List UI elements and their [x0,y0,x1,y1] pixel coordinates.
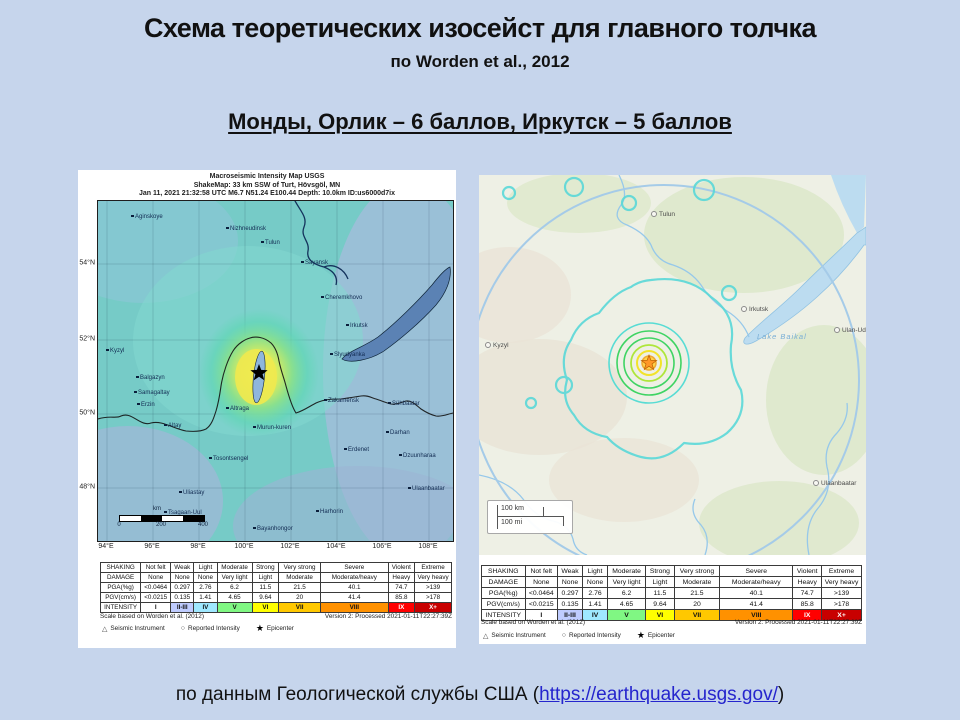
table-cell: 74.7 [793,588,822,599]
scale-tick-label: 400 [197,522,209,528]
table-cell: 85.8 [388,593,415,603]
triangle-icon: △ [483,632,489,640]
table-cell: >139 [415,583,452,593]
city-label: Tosontsengel [209,456,248,462]
star-icon: ★ [255,623,264,633]
table-footnote [100,613,452,620]
table-cell: Violent [793,566,822,577]
legend-epicenter [637,630,675,641]
version-note: Version 2: Processed 2021-01-11T22:27:39Z [324,613,452,620]
table-cell: None [525,577,557,588]
table-cell: I [141,603,171,613]
row-label: PGA(%g) [482,588,526,599]
city-label: Altay [164,423,181,429]
left-shakemap-figure [78,170,456,648]
table-cell: Heavy [388,573,415,583]
map-scale-bar [119,515,205,522]
city-label: Sühbaatar [388,401,420,407]
scale-tick-label: 0 [117,522,121,528]
latitude-tick: 50°N [79,409,95,417]
latitude-tick: 48°N [79,483,95,491]
city-label: Nizhneudinsk [226,226,266,232]
city-label: Samagaltay [134,390,170,396]
left-map-art [98,201,453,541]
table-cell: Extreme [415,563,452,573]
city-label: Harhorin [316,509,343,515]
scale-mi-label: 100 mi [501,519,523,526]
table-cell: IV [583,610,608,621]
table-cell: 74.7 [388,583,415,593]
map-legend [102,623,294,634]
triangle-icon: △ [102,625,108,633]
table-cell: >178 [822,599,862,610]
city-label: Bayanhongor [253,526,293,532]
star-icon: ★ [636,630,645,640]
table-cell: Weak [171,563,194,573]
longitude-tick: 104°E [326,543,346,550]
scale-basis-note: Scale based on Worden et al. (2012) [100,613,204,620]
intensity-table-row [482,577,862,588]
table-cell: Very light [608,577,646,588]
scale-line [497,516,564,517]
table-cell: IV [194,603,217,613]
right-map-art [479,175,866,555]
scale-tick [563,517,564,526]
slide-subtitle: по Worden et al., 2012 [390,52,570,71]
table-cell: 40.1 [321,583,389,593]
longitude-tick: 98°E [190,543,206,550]
usgs-link[interactable]: https://earthquake.usgs.gov/ [539,684,778,705]
left-map-header [78,173,456,199]
table-cell: 2.76 [194,583,217,593]
table-cell: Moderate [674,577,719,588]
table-cell: Severe [720,566,793,577]
city-label: Uliastay [179,490,204,496]
row-label: INTENSITY [482,610,526,621]
table-cell: VII [674,610,719,621]
table-cell: <0.0215 [141,593,171,603]
table-cell: I [525,610,557,621]
row-label: SHAKING [482,566,526,577]
table-cell: 20 [674,599,719,610]
scale-tick-label: 200 [155,522,167,528]
table-cell: 20 [279,593,321,603]
table-cell: Not felt [525,566,557,577]
longitude-tick: 106°E [372,543,392,550]
table-cell: 0.297 [557,588,582,599]
map-scale-box [487,500,573,534]
legend-seismic [483,632,546,640]
city-label: Ulan-Ud [834,327,866,334]
legend-label: Seismic Instrument [491,632,546,639]
source-note [0,684,960,706]
table-footnote [481,619,862,626]
intensity-legend-table [100,562,452,613]
table-cell: 2.76 [583,588,608,599]
city-label: Ulaanbaatar [408,486,445,492]
city-label: Cheremkhovo [321,295,362,301]
legend-label: Reported Intensity [568,632,621,639]
lake-baikal-label: Lake Baikal [757,332,807,341]
city-label: Erdenet [344,447,369,453]
latitude-tick: 52°N [79,335,95,343]
table-cell: >178 [415,593,452,603]
longitude-tick: 94°E [98,543,114,550]
row-label: DAMAGE [482,577,526,588]
intensity-table-row [482,599,862,610]
table-cell: V [608,610,646,621]
longitude-tick: 96°E [144,543,160,550]
city-label: Tsagaan-Uul [164,510,202,516]
source-text: ) [777,684,785,705]
table-cell: X+ [822,610,862,621]
source-text: по данным Геологической службы США ( [175,684,540,705]
table-cell: Severe [321,563,389,573]
table-cell: 1.41 [194,593,217,603]
city-label: Irkutsk [346,323,368,329]
city-label: Slyudyanka [330,352,365,358]
intensity-legend-table [481,565,862,621]
table-cell: Very heavy [822,577,862,588]
table-cell: Strong [252,563,279,573]
table-cell: VIII [720,610,793,621]
table-cell: VI [646,610,675,621]
table-cell: V [217,603,252,613]
legend-label: Epicenter [266,625,294,632]
table-cell: 0.135 [557,599,582,610]
table-cell: Violent [388,563,415,573]
legend-label: Reported Intensity [187,625,240,632]
table-cell: II-III [171,603,194,613]
table-cell: Moderate [608,566,646,577]
table-cell: None [141,573,171,583]
table-cell: 9.64 [646,599,675,610]
legend-seismic [102,625,165,633]
scale-tick [543,507,544,516]
table-cell: II-III [557,610,582,621]
city-label: Balgazyn [136,375,165,381]
city-label: Murun-kuren [253,425,291,431]
longitude-tick: 100°E [234,543,254,550]
intensity-table-row [101,603,452,613]
longitude-tick: 108°E [418,543,438,550]
row-label: DAMAGE [101,573,141,583]
table-cell: 1.41 [583,599,608,610]
intensity-table-row [482,588,862,599]
table-cell: X+ [415,603,452,613]
city-label: Erzin [137,402,155,408]
table-cell: <0.0464 [525,588,557,599]
table-cell: Light [194,563,217,573]
legend-reported [562,632,621,639]
table-cell: None [583,577,608,588]
version-note: Version 2: Processed 2021-01-11T22:27:39Z [734,619,862,626]
row-label: PGV(cm/s) [482,599,526,610]
scale-km-label: 100 km [501,505,524,512]
table-cell: Moderate/heavy [321,573,389,583]
table-cell: 85.8 [793,599,822,610]
table-cell: VI [252,603,279,613]
table-cell: IX [388,603,415,613]
intensity-table-row [101,563,452,573]
map-event-info: Jan 11, 2021 21:32:58 UTC M6.7 N51.24 E100.44 Depth: 10.0km ID:us6000d7ix [138,190,396,198]
table-cell: 11.5 [646,588,675,599]
table-cell: None [194,573,217,583]
table-cell: None [557,577,582,588]
scale-line [497,505,498,529]
circle-icon: ○ [561,632,566,639]
table-cell: Very strong [279,563,321,573]
city-label: Darhan [386,430,410,436]
table-cell: Not felt [141,563,171,573]
table-cell: IX [793,610,822,621]
legend-epicenter [256,623,294,634]
table-cell: Very heavy [415,573,452,583]
table-cell: VIII [321,603,389,613]
city-label: Kyzyl [106,348,124,354]
city-label: Irkutsk [741,306,768,313]
table-cell: Light [646,577,675,588]
table-cell: 9.64 [252,593,279,603]
city-label: Tulun [261,240,280,246]
row-label: PGA(%g) [101,583,141,593]
legend-label: Seismic Instrument [110,625,165,632]
table-cell: Heavy [793,577,822,588]
table-cell: 21.5 [674,588,719,599]
table-cell: 6.2 [608,588,646,599]
intensity-table-row [101,573,452,583]
table-cell: Very strong [674,566,719,577]
table-cell: 0.135 [171,593,194,603]
table-cell: 4.65 [608,599,646,610]
table-cell: 21.5 [279,583,321,593]
circle-icon: ○ [180,625,185,632]
table-cell: 11.5 [252,583,279,593]
city-label: Altraga [226,406,249,412]
table-cell: <0.0464 [141,583,171,593]
row-label: PGV(cm/s) [101,593,141,603]
longitude-tick: 102°E [280,543,300,550]
table-cell: Moderate/heavy [720,577,793,588]
intensity-table-row [482,566,862,577]
legend-reported [181,625,240,632]
table-cell: VII [279,603,321,613]
city-label: Tulun [651,211,675,218]
row-label: SHAKING [101,563,141,573]
table-cell: <0.0215 [525,599,557,610]
city-label: Aginskoye [131,214,163,220]
city-label: Dzuunharaa [399,453,436,459]
right-shakemap-figure [479,175,866,644]
table-cell: Very light [217,573,252,583]
table-cell: Moderate [217,563,252,573]
table-cell: 40.1 [720,588,793,599]
map-location: ShakeMap: 33 km SSW of Turt, Hövsgöl, MN [193,181,341,189]
table-cell: 6.2 [217,583,252,593]
latitude-tick: 54°N [79,259,95,267]
table-cell: 0.297 [171,583,194,593]
table-cell: 4.65 [217,593,252,603]
table-cell: 41.4 [720,599,793,610]
legend-label: Epicenter [647,632,675,639]
table-cell: 41.4 [321,593,389,603]
left-map-canvas [97,200,454,542]
scale-unit-label: km [153,506,161,512]
map-title: Macroseismic Intensity Map USGS [209,173,325,180]
table-cell: None [171,573,194,583]
intensity-table-row [101,593,452,603]
right-map-canvas [479,175,866,555]
table-cell: Light [252,573,279,583]
slide-title: Схема теоретических изосейст для главного толчка [143,13,817,43]
scale-basis-note: Scale based on Worden et al. (2012) [481,619,585,626]
table-cell: Light [583,566,608,577]
city-label: Kyzyl [485,342,509,349]
city-label: Zakamensk [324,398,359,404]
table-cell: Strong [646,566,675,577]
slide-heading: Монды, Орлик – 6 баллов, Иркутск – 5 баллов [228,109,732,134]
table-cell: Extreme [822,566,862,577]
map-legend [483,630,675,641]
row-label: INTENSITY [101,603,141,613]
city-label: Sayansk [301,260,328,266]
table-cell: >139 [822,588,862,599]
table-cell: Weak [557,566,582,577]
table-cell: Moderate [279,573,321,583]
intensity-table-row [101,583,452,593]
city-label: Ulaanbaatar [813,480,856,487]
